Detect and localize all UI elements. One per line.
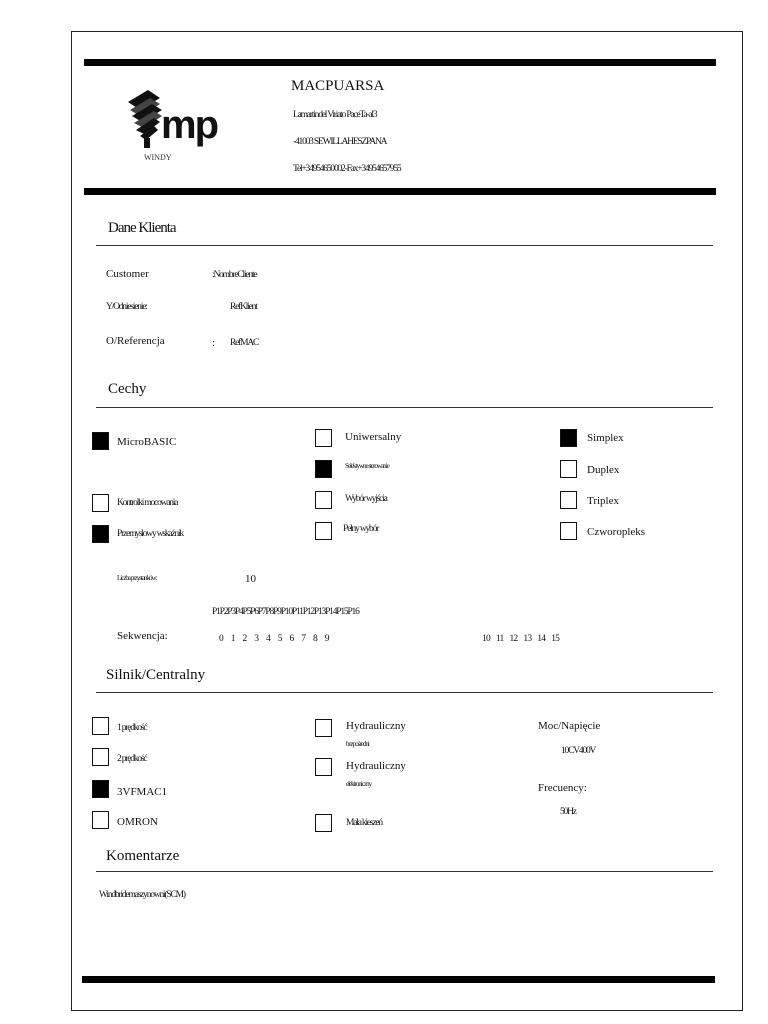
your-ref-label: Y/Odniesienie:: [106, 302, 147, 312]
label-duplex: Duplex: [587, 464, 620, 476]
our-ref-label: O/Referencja: [106, 335, 165, 347]
features-section-title: Cechy: [108, 381, 147, 397]
checkbox-one-speed[interactable]: [92, 717, 109, 735]
checkbox-selective-control[interactable]: [315, 460, 332, 478]
our-ref-separator: :: [212, 337, 216, 349]
floors-line: P1P2P3P4P5P6P7P8P9P10P11P12P13P14P15P16: [212, 607, 359, 617]
sequence-digit: 13: [523, 634, 532, 644]
motor-section-rule: [96, 692, 713, 693]
customer-label: Customer: [106, 268, 149, 280]
header-bottom-bar: [84, 188, 716, 195]
label-simplex: Simplex: [587, 432, 624, 444]
svg-text:WINDY: WINDY: [144, 153, 172, 160]
sequence-digit: 14: [537, 634, 546, 644]
sequence-digit: 10: [482, 634, 490, 644]
features-section-rule: [96, 407, 713, 408]
client-section-rule: [96, 245, 713, 246]
comments-section-rule: [96, 871, 713, 872]
checkbox-omron[interactable]: [92, 811, 109, 829]
sequence-digit: 1: [230, 634, 236, 644]
logo-graphic: [126, 90, 226, 160]
label-quadruplex: Czworopleks: [587, 526, 646, 538]
checkbox-simplex[interactable]: [560, 429, 577, 447]
label-universal: Uniwersalny: [345, 431, 402, 443]
label-hydraulic-electronic: Hydrauliczny: [346, 760, 406, 772]
checkbox-3vfmac1[interactable]: [92, 780, 109, 798]
sequence-digit: 3: [254, 634, 259, 644]
sequence-digit: 6: [289, 634, 295, 644]
sequence-digit: 15: [551, 634, 560, 644]
checkbox-mounting-controls[interactable]: [92, 494, 109, 512]
sequence-digit: 9: [324, 634, 330, 644]
label-microbasic: MicroBASIC: [117, 436, 177, 448]
your-ref-value: RefKlient: [230, 302, 257, 312]
sequence-digit: 0: [219, 634, 224, 644]
label-two-speed: 2 prędkość: [117, 754, 147, 764]
checkbox-quadruplex[interactable]: [560, 522, 577, 540]
label-selective-control: Selektywne sterowanie: [345, 462, 389, 470]
checkbox-hydraulic-direct[interactable]: [315, 719, 332, 737]
checkbox-duplex[interactable]: [560, 460, 577, 478]
sequence-digit: 8: [313, 634, 318, 644]
sequence-digit: 4: [266, 634, 271, 644]
stops-label: Liczba przystanków:: [117, 574, 157, 582]
stops-value: 10: [245, 573, 256, 585]
client-section-title: Dane Klienta: [108, 220, 176, 236]
motor-section-title: Silnik/Centralny: [106, 667, 206, 683]
frequency-label: Frecuency:: [538, 782, 587, 794]
checkbox-hydraulic-electronic[interactable]: [315, 758, 332, 776]
sequence-group-b: [482, 634, 559, 644]
label-hydraulic-direct-sub: bezpośredni: [346, 740, 369, 748]
our-ref-value: RefMAC: [230, 338, 259, 348]
sequence-digit: 11: [495, 634, 504, 644]
checkbox-microbasic[interactable]: [92, 432, 109, 450]
power-value: 10CV400V: [561, 746, 596, 756]
sequence-digit: 12: [509, 634, 518, 644]
label-one-speed: 1 prędkość: [117, 723, 147, 733]
company-address-line1: Lamartindel Viriato PaceTa-al3: [293, 110, 377, 120]
company-phones: Tel+34954650002-Fax+34954657955: [293, 164, 401, 174]
checkbox-full-selection[interactable]: [315, 522, 332, 540]
svg-text:mp: mp: [161, 103, 217, 147]
sequence-digit: 2: [242, 634, 248, 644]
checkbox-triplex[interactable]: [560, 491, 577, 509]
label-small-pocket: Mała kieszeń: [346, 818, 382, 828]
label-hydraulic-direct: Hydrauliczny: [346, 720, 406, 732]
sequence-digit: 7: [301, 634, 306, 644]
label-full-selection: Pełny wybór: [343, 524, 379, 534]
label-3vfmac1: 3VFMAC1: [117, 786, 168, 798]
sequence-digit: 5: [277, 634, 283, 644]
label-output-selection: Wybór wyjścia: [345, 494, 387, 504]
checkbox-two-speed[interactable]: [92, 748, 109, 766]
company-name: MACPUARSA: [291, 78, 385, 94]
customer-value: :NombreCliente: [212, 270, 257, 280]
label-hydraulic-electronic-sub: elektroniczny: [346, 780, 372, 788]
sequence-group-a: [219, 634, 330, 644]
sequence-label: Sekwencja:: [117, 630, 168, 642]
comments-text: Windbridemaszynowni(SCM): [99, 890, 185, 900]
footer-bar: [82, 976, 715, 983]
label-omron: OMRON: [117, 816, 158, 828]
checkbox-industrial-indicator[interactable]: [92, 525, 109, 543]
checkbox-universal[interactable]: [315, 429, 332, 447]
frequency-value: 50Hz: [560, 807, 576, 817]
label-industrial-indicator: Przemysłowy wskaźnik: [117, 529, 183, 539]
checkbox-output-selection[interactable]: [315, 491, 332, 509]
company-logo: [126, 90, 226, 160]
company-address-line2: -41003 SEWILLAHESZPANA: [293, 137, 387, 147]
header-top-bar: [84, 59, 716, 66]
checkbox-small-pocket[interactable]: [315, 814, 332, 832]
power-label: Moc/Napięcie: [538, 720, 601, 732]
label-mounting-controls: Kontrolki mocowania: [117, 498, 178, 508]
comments-section-title: Komentarze: [106, 848, 180, 864]
label-triplex: Triplex: [587, 495, 619, 507]
